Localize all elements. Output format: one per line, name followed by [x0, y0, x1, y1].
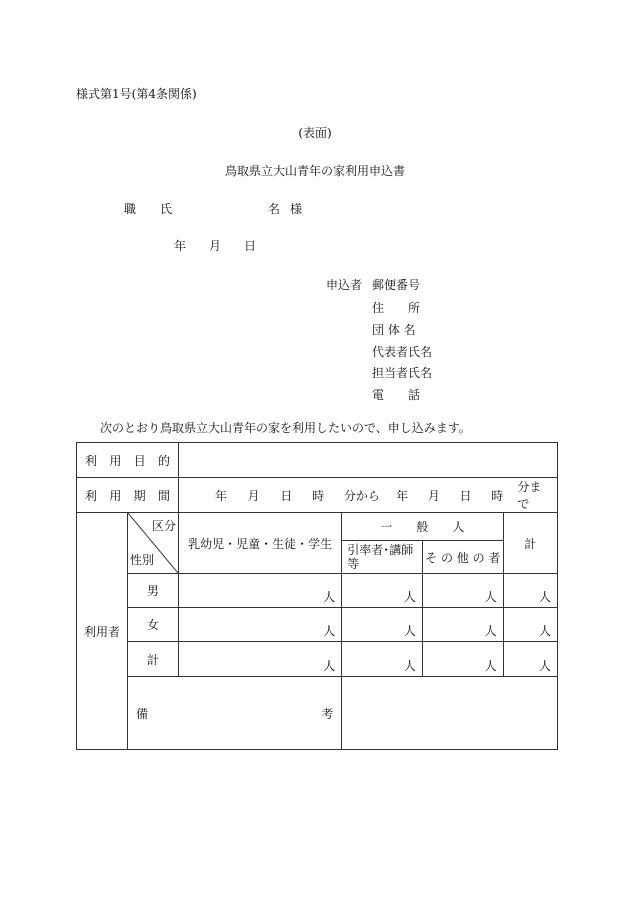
male-children-cell[interactable]: 人: [179, 574, 342, 608]
total-others-cell[interactable]: 人: [422, 642, 503, 677]
total-leaders-cell[interactable]: 人: [342, 642, 423, 677]
total-total-cell[interactable]: 人: [503, 642, 557, 677]
category-gender-diagonal-cell: [128, 513, 179, 574]
remarks-row: [77, 677, 558, 750]
date-day: 日: [244, 239, 257, 253]
applicant-organization: 団 体 名: [372, 323, 416, 337]
female-leaders-cell[interactable]: 人: [342, 608, 423, 642]
remarks-field[interactable]: [342, 677, 558, 750]
addressee-shi: 氏: [160, 202, 173, 216]
applicant-postal-code: 郵便番号: [372, 278, 421, 292]
applicant-contact-person: 担当者氏名: [372, 366, 433, 380]
col-general: 一 般 人: [342, 513, 503, 541]
female-total-cell[interactable]: 人: [503, 608, 557, 642]
row-label-male: 男: [128, 574, 179, 608]
users-label: 利用者: [77, 513, 128, 750]
period-row: [77, 478, 558, 513]
period-label: 利 用 期 間: [77, 478, 179, 513]
table-row-female: [77, 608, 558, 642]
form-number: 様式第1号(第4条関係): [76, 87, 197, 101]
diag-bottom-label: 性別: [130, 553, 155, 567]
male-others-cell[interactable]: 人: [422, 574, 503, 608]
applicant-phone: 電 話: [372, 388, 421, 402]
users-header-row-1: [77, 513, 558, 541]
application-table: [76, 442, 558, 750]
date-month: 月: [209, 239, 222, 253]
col-total: 計: [503, 513, 557, 574]
applicant-label: 申込者: [326, 278, 363, 292]
intro-text: 次のとおり鳥取県立大山青年の家を利用したいので、申し込みます。: [100, 421, 471, 435]
col-children: 乳幼児・児童・生徒・学生: [179, 513, 342, 574]
purpose-label: 利 用 目 的: [77, 443, 179, 478]
row-label-total: 計: [128, 642, 179, 677]
addressee-shoku: 職: [124, 202, 137, 216]
female-others-cell[interactable]: 人: [422, 608, 503, 642]
table-row-male: [77, 574, 558, 608]
date-year: 年: [174, 239, 187, 253]
period-field[interactable]: 年 月 日 時 分から 年 月 日 時 分まで: [179, 478, 558, 513]
purpose-field[interactable]: [179, 443, 558, 478]
side-label: (表面): [298, 126, 332, 140]
addressee-mei: 名: [268, 202, 281, 216]
col-leaders: 引率者･講師等: [342, 541, 423, 574]
addressee-sama: 様: [290, 202, 303, 216]
row-label-female: 女: [128, 608, 179, 642]
female-children-cell[interactable]: 人: [179, 608, 342, 642]
remarks-label: 備 考: [128, 677, 342, 750]
diag-top-label: 区分: [151, 519, 176, 533]
purpose-row: [77, 443, 558, 478]
document-title: 鳥取県立大山青年の家利用申込書: [224, 164, 405, 178]
male-total-cell[interactable]: 人: [503, 574, 557, 608]
table-row-total: [77, 642, 558, 677]
col-others: そ の 他 の 者: [422, 541, 503, 574]
applicant-representative: 代表者氏名: [372, 345, 433, 359]
total-children-cell[interactable]: 人: [179, 642, 342, 677]
male-leaders-cell[interactable]: 人: [342, 574, 423, 608]
applicant-address: 住 所: [372, 301, 421, 315]
